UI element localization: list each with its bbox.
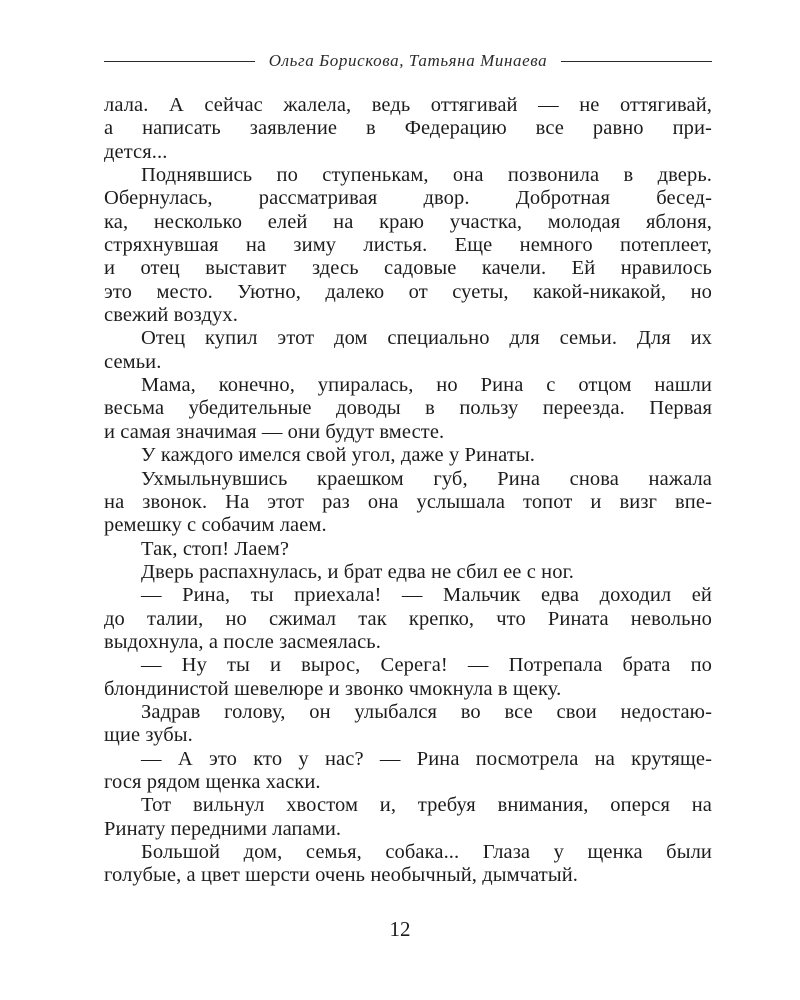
text-line: весьма убедительные доводы в пользу переезда. Первая — [104, 397, 712, 420]
text-line: лала. А сейчас жалела, ведь оттягивай — не оттягивай, — [104, 94, 712, 116]
text-line: семьи. — [104, 350, 162, 373]
text-line: Ухмыльнувшись краешком губ, Рина снова нажала — [141, 467, 712, 490]
text-line: Большой дом, семья, собака... Глаза у щенка были — [141, 841, 712, 863]
text-line: дется... — [104, 140, 168, 163]
running-head-authors: Ольга Борискова, Татьяна Минаева — [268, 51, 548, 70]
text-line: стряхнувшая на зиму листья. Еще немного потеплеет, — [104, 234, 712, 257]
body-text — [104, 94, 712, 888]
text-line: и самая значимая — они будут вместе. — [104, 420, 445, 443]
text-line: Тот вильнул хвостом и, требуя внимания, оперся на — [141, 794, 712, 817]
page-number: 12 — [389, 917, 411, 941]
text-line: выдохнула, а после засмеялась. — [104, 630, 381, 653]
text-line: ка, несколько елей на краю участка, молодая яблоня, — [104, 210, 712, 233]
text-line: Отец купил этот дом специально для семьи. Для их — [141, 327, 712, 350]
text-line: Мама, конечно, упиралась, но Рина с отцом нашли — [141, 374, 712, 397]
text-line: Ринату передними лапами. — [104, 817, 342, 840]
text-line: У каждого имелся свой угол, даже у Ринаты. — [141, 444, 536, 467]
text-line: на звонок. На этот раз она услышала топот и визг впе- — [104, 490, 712, 513]
text-line: — А это кто у нас? — Рина посмотрела на крутяще- — [141, 747, 712, 770]
text-line: голубые, а цвет шерсти очень необычный, дымчатый. — [104, 864, 579, 887]
text-line: это место. Уютно, далеко от суеты, какой-никакой, но — [104, 280, 712, 303]
text-line: Обернулась, рассматривая двор. Добротная бесед- — [104, 187, 712, 210]
text-line: до талии, но сжимал так крепко, что Рината невольно — [104, 607, 712, 630]
header-rule-right — [561, 61, 712, 62]
header-rule-left — [104, 61, 255, 62]
text-line: гося рядом щенка хаски. — [104, 770, 321, 793]
text-line: щие зубы. — [104, 724, 193, 747]
text-line: свежий воздух. — [104, 304, 238, 327]
running-header — [104, 46, 712, 76]
text-line: блондинистой шевелюре и звонко чмокнула в щеку. — [104, 677, 562, 700]
text-line: Поднявшись по ступенькам, она позвонила в дверь. — [141, 164, 712, 187]
text-line: а написать заявление в Федерацию все равно при- — [104, 117, 712, 140]
text-line: ремешку с собачим лаем. — [104, 514, 327, 537]
text-line: — Рина, ты приехала! — Мальчик едва доходил ей — [141, 584, 712, 607]
text-line: Так, стоп! Лаем? — [141, 537, 290, 560]
text-line: — Ну ты и вырос, Серега! — Потрепала брата по — [141, 654, 712, 677]
text-line: и отец выставит здесь садовые качели. Ей нравилось — [104, 257, 712, 280]
text-line: Задрав голову, он улыбался во все свои недостаю- — [141, 700, 712, 723]
text-line: Дверь распахнулась, и брат едва не сбил ее с ног. — [141, 560, 574, 583]
